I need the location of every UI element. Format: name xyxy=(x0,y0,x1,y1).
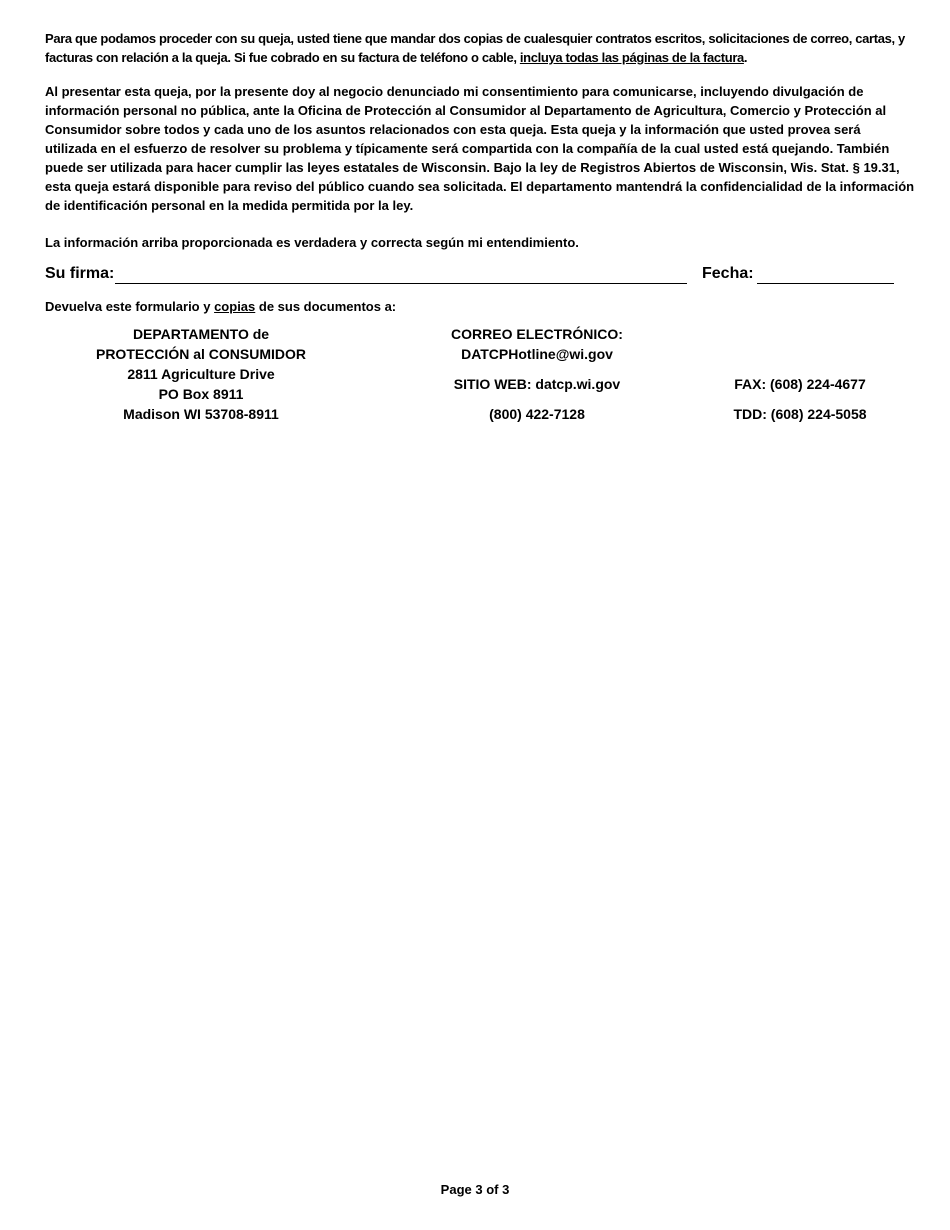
signature-row xyxy=(45,263,905,287)
phone-number: (800) 422-7128 xyxy=(489,406,585,422)
signature-label: Su firma: xyxy=(45,265,115,282)
address-line: 2811 Agriculture Drive xyxy=(127,366,275,382)
attestation-statement: La información arriba proporcionada es verdadera y correcta según mi entendimiento. xyxy=(45,235,579,250)
consent-paragraph: Al presentar esta queja, por la presente doy al negocio denunciado mi consentimiento para comunicarse, incluyendo divulgación de información personal no pública, ante la Oficina de Protección al Consumidor al Departamento de Agricultura, Comercio y Protección al Consumidor sobre todos y cada uno de los asuntos relacionados con esta queja. Esta queja y la información que usted provea será utilizada en el esfuerzo de resolver su problema y típicamente será compartida con la compañía de la cual usted está quejando. También puede ser utilizada para hacer cumplir las leyes estatales de Wisconsin. Bajo la ley de Registros Abiertos de Wisconsin, Wis. Stat. § 19.31, esta queja estará disponible para reviso del público cuando sea solicitada. El departamento mantendrá la confidencialidad de la información de identificación personal en la medida permitida por la ley. xyxy=(45,84,915,213)
copies-emphasis: copias xyxy=(214,299,256,314)
website: SITIO WEB: datcp.wi.gov xyxy=(453,376,621,392)
return-instructions xyxy=(45,298,396,316)
address-line: DEPARTAMENTO de xyxy=(132,326,270,342)
return-prefix: Devuelva este formulario y xyxy=(45,299,215,314)
date-field[interactable] xyxy=(757,283,894,284)
documentation-instructions xyxy=(45,29,915,67)
fax-tdd-column xyxy=(710,374,890,424)
return-suffix: de sus documentos a: xyxy=(255,299,397,314)
mailing-address xyxy=(80,324,322,424)
address-line: Madison WI 53708-8911 xyxy=(123,406,279,422)
email-label: CORREO ELECTRÓNICO: xyxy=(451,326,623,342)
page-number: Page 3 of 3 xyxy=(440,1182,510,1197)
address-line: PO Box 8911 xyxy=(158,386,244,402)
documentation-text-end: . xyxy=(743,50,748,65)
address-line: PROTECCIÓN al CONSUMIDOR xyxy=(95,346,306,362)
fax-number: FAX: (608) 224-4677 xyxy=(734,376,866,392)
date-label: Fecha: xyxy=(702,265,754,282)
contact-column xyxy=(432,324,642,424)
signature-field[interactable] xyxy=(115,283,687,284)
all-invoice-pages-note: incluya todas las páginas de la factura xyxy=(519,50,744,65)
documentation-text: Para que podamos proceder con su queja, usted tiene que mandar dos copias de cualesquier contratos escritos, solicitaciones de correo, cartas, y facturas con relación a la queja. Si fue cobrado en su factura de teléfono o cable, xyxy=(45,31,905,65)
email-address: DATCPHotline@wi.gov xyxy=(461,346,613,362)
tdd-number: TDD: (608) 224-5058 xyxy=(733,406,867,422)
